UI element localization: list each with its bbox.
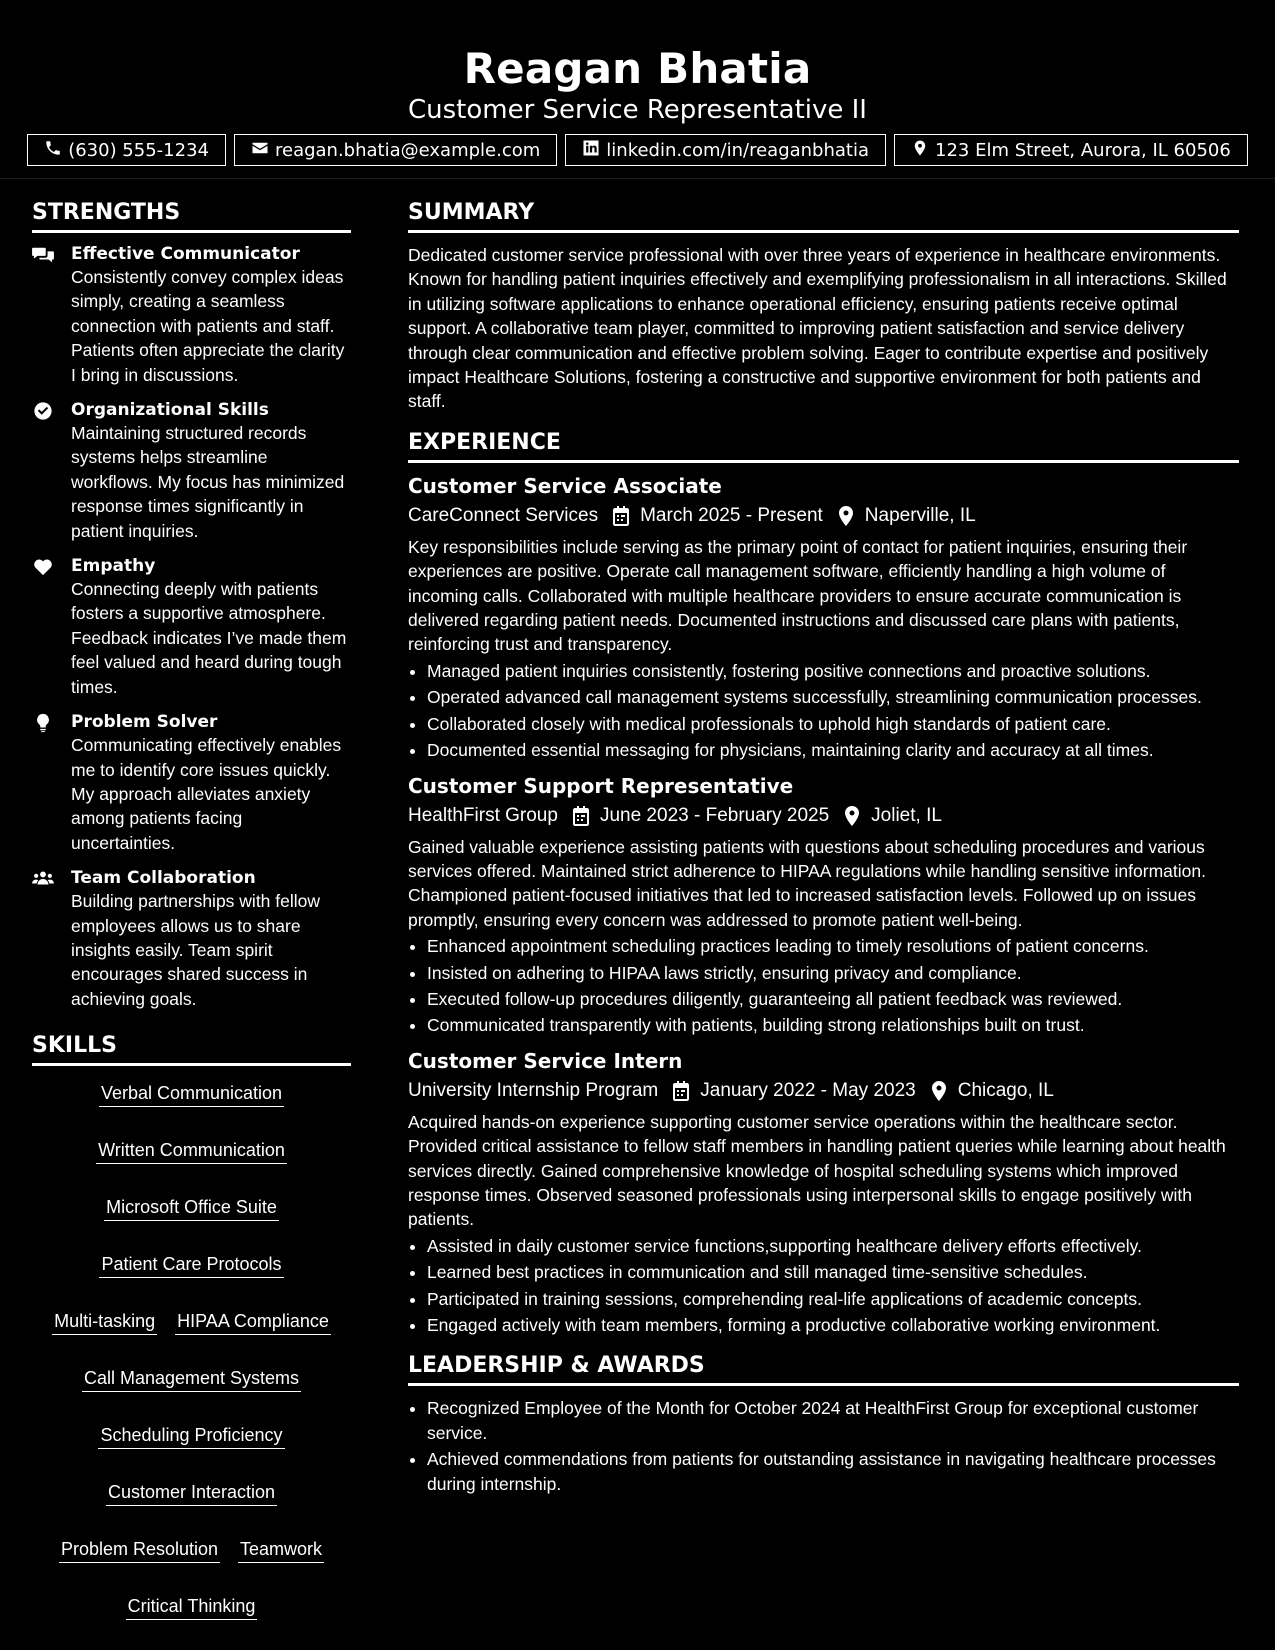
experience-heading: EXPERIENCE <box>408 428 1239 463</box>
right-column <box>408 198 1239 1498</box>
job-location: Naperville, IL <box>864 504 976 526</box>
skill-tag: Customer Interaction <box>106 1479 277 1506</box>
strength-desc: Connecting deeply with patients fosters a supportive atmosphere. Feedback indicates I’ve made them feel valued and heard during tough times. <box>71 579 347 697</box>
list-item: • Engaged actively with team members, forming a productive collaborative working environment. <box>427 1313 1239 1337</box>
skill-tag: Patient Care Protocols <box>99 1251 283 1278</box>
job-company: CareConnect Services <box>408 504 599 526</box>
comments-icon <box>32 245 54 265</box>
list-item: • Enhanced appointment scheduling practices leading to timely resolutions of patient concerns. <box>427 934 1239 958</box>
job-meta <box>408 501 1239 531</box>
job-description: Key responsibilities include serving as the primary point of contact for patient inquiries, ensuring their experiences are positive. Operate call management software, efficiently handling a high volume of incoming calls. Collaborated with multiple healthcare providers to ensure accurate communication is delivered regarding patient needs. Documented instructions and discussed care plans with patients, reinforcing trust and transparency. <box>408 536 1188 655</box>
awards-section <box>408 1351 1239 1496</box>
strength-item <box>32 399 351 543</box>
list-item: • Executed follow-up procedures diligently, guaranteeing all patient feedback was reviewed. <box>427 987 1239 1011</box>
job-location: Joliet, IL <box>871 804 942 826</box>
skill-tag: Microsoft Office Suite <box>104 1194 279 1221</box>
list-item: • Documented essential messaging for physicians, maintaining clarity and accuracy at all times. <box>427 738 1239 762</box>
strength-desc: Maintaining structured records systems helps streamline workflows. My focus has minimized response times significantly in patient inquiries. <box>71 423 345 541</box>
map-pin-icon <box>930 1081 948 1101</box>
list-item: • Assisted in daily customer service functions,supporting healthcare delivery efforts effectively. <box>427 1234 1239 1258</box>
strength-title: Team Collaboration <box>71 868 256 889</box>
awards-heading: LEADERSHIP & AWARDS <box>408 1351 1239 1386</box>
skill-tag: Scheduling Proficiency <box>98 1422 284 1449</box>
job-meta <box>408 1076 1239 1106</box>
candidate-title: Customer Service Representative II <box>408 95 867 125</box>
job-dates: March 2025 - Present <box>640 504 823 526</box>
linkedin-text: linkedin.com/in/reaganbhatia <box>606 139 870 161</box>
job-location: Chicago, IL <box>957 1079 1054 1101</box>
list-item: • Communicated transparently with patients, building strong relationships built on trust. <box>427 1013 1239 1037</box>
users-icon <box>32 869 54 889</box>
strength-title: Problem Solver <box>71 712 218 733</box>
job-bullets <box>408 1234 1239 1338</box>
contact-linkedin[interactable] <box>565 134 886 166</box>
list-item: • Achieved commendations from patients for outstanding assistance in navigating healthcare processes during internship. <box>427 1447 1239 1496</box>
job-company: HealthFirst Group <box>408 804 558 826</box>
calendar-icon <box>612 506 630 526</box>
list-item: • Recognized Employee of the Month for October 2024 at HealthFirst Group for exceptional customer service. <box>427 1396 1239 1445</box>
list-item: • Operated advanced call management systems successfully, streamlining communication processes. <box>427 685 1239 709</box>
left-column <box>32 198 351 1620</box>
awards-list <box>408 1396 1239 1496</box>
resume-header <box>0 0 1275 179</box>
job-description: Acquired hands-on experience supporting customer service operations within the healthcare sector. Provided critical assistance to fellow staff members in handling patient queries while learning about health services directly. Gained comprehensive knowledge of hospital scheduling systems which improved response times. Observed seasoned professionals using interpersonal skills to engage positively with patients. <box>408 1111 1226 1230</box>
strength-title: Organizational Skills <box>71 400 269 421</box>
job-title: Customer Support Representative <box>408 773 794 798</box>
heart-icon <box>32 557 54 577</box>
strength-desc: Building partnerships with fellow employees allows us to share insights easily. Team spirit encourages shared success in achieving goals. <box>71 891 321 1009</box>
strength-desc: Consistently convey complex ideas simply, creating a seamless connection with patients and staff. Patients often appreciate the clarity I bring in discussions. <box>71 267 345 385</box>
map-pin-icon <box>843 806 861 826</box>
contact-email[interactable] <box>234 134 557 166</box>
candidate-name: Reagan Bhatia <box>463 44 812 93</box>
skill-tag: HIPAA Compliance <box>175 1308 331 1335</box>
skill-tag: Problem Resolution <box>59 1536 220 1563</box>
contact-phone[interactable] <box>27 134 226 166</box>
check-circle-icon <box>32 401 54 421</box>
list-item: • Participated in training sessions, comprehending real-life applications of academic concepts. <box>427 1287 1239 1311</box>
job-bullets <box>408 934 1239 1038</box>
job-bullets <box>408 659 1239 763</box>
strength-title: Empathy <box>71 556 156 577</box>
job-title: Customer Service Intern <box>408 1048 683 1073</box>
map-pin-icon <box>911 139 929 162</box>
summary-heading: SUMMARY <box>408 198 1239 233</box>
skill-tag: Critical Thinking <box>126 1593 258 1620</box>
email-text: reagan.bhatia@example.com <box>274 139 541 161</box>
linkedin-icon <box>582 139 600 162</box>
contact-address[interactable] <box>894 134 1248 166</box>
strength-item <box>32 243 351 387</box>
strength-desc: Communicating effectively enables me to identify core issues quickly. My approach alleviates anxiety among patients facing uncertainties. <box>71 735 342 853</box>
phone-icon <box>44 139 62 162</box>
job-company: University Internship Program <box>408 1079 659 1101</box>
job-entry <box>408 773 1239 1038</box>
skill-tag: Call Management Systems <box>82 1365 301 1392</box>
list-item: • Insisted on adhering to HIPAA laws strictly, ensuring privacy and compliance. <box>427 961 1239 985</box>
calendar-icon <box>572 806 590 826</box>
lightbulb-icon <box>32 713 54 733</box>
skill-tag: Multi-tasking <box>52 1308 157 1335</box>
job-title: Customer Service Associate <box>408 473 722 498</box>
skills-list <box>32 1080 351 1620</box>
skill-tag: Written Communication <box>96 1137 287 1164</box>
strength-item <box>32 555 351 699</box>
strength-title: Effective Communicator <box>71 244 300 264</box>
job-description: Gained valuable experience assisting patients with questions about scheduling procedures and various services offered. Maintained strict adherence to HIPAA regulations while handling sensitive information. Championed patient-focused initiatives that led to increased satisfaction levels. Followed up on issues promptly, ensuring every concern was addressed to promote patient well-being. <box>408 836 1206 930</box>
job-entry <box>408 473 1239 763</box>
skill-tag: Verbal Communication <box>99 1080 284 1107</box>
calendar-icon <box>672 1081 690 1101</box>
address-text: 123 Elm Street, Aurora, IL 60506 <box>935 139 1231 161</box>
strength-item <box>32 867 351 1011</box>
skills-heading: SKILLS <box>32 1031 351 1066</box>
job-entry <box>408 1048 1239 1338</box>
list-item: • Learned best practices in communication and still managed time-sensitive schedules. <box>427 1260 1239 1284</box>
envelope-icon <box>251 139 269 162</box>
contact-bar <box>0 134 1275 166</box>
job-meta <box>408 801 1239 831</box>
summary-text: Dedicated customer service professional with over three years of experience in healthcare environments. Known for handling patient inquiries effectively and exemplifying professionalism in all interactions. Skilled in utilizing software applications to enhance operational efficiency, ensuring patients receive optimal support. A collaborative team player, committed to improving patient satisfaction and service delivery through clear communication and effective problem solving. Eager to contribute expertise and positively impact Healthcare Solutions, fostering a constructive and supportive environment for both patients and staff. <box>408 245 1227 412</box>
list-item: • Collaborated closely with medical professionals to uphold high standards of patient care. <box>427 712 1239 736</box>
skill-tag: Teamwork <box>238 1536 324 1563</box>
strengths-heading: STRENGTHS <box>32 198 351 233</box>
map-pin-icon <box>837 506 855 526</box>
job-dates: January 2022 - May 2023 <box>700 1079 916 1101</box>
strength-item <box>32 711 351 855</box>
list-item: • Managed patient inquiries consistently, fostering positive connections and proactive solutions. <box>427 659 1239 683</box>
phone-text: (630) 555-1234 <box>68 139 209 161</box>
job-dates: June 2023 - February 2025 <box>599 804 830 826</box>
